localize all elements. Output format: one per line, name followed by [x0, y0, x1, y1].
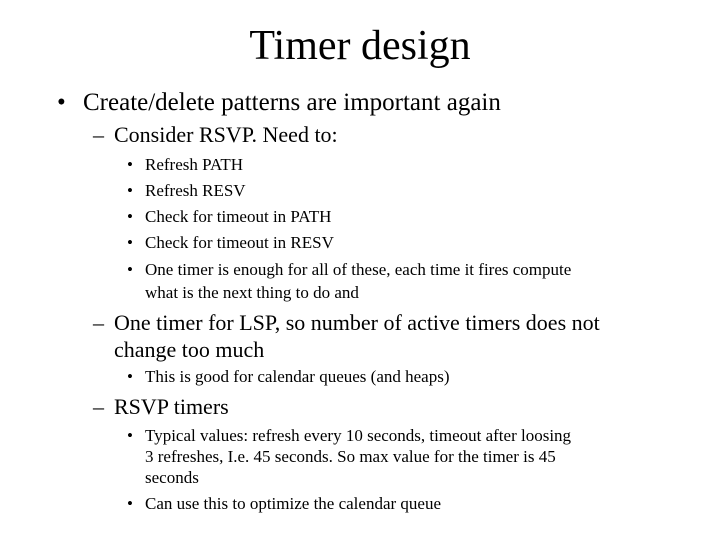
subsubbullet-text: Can use this to optimize the calendar queue	[145, 494, 441, 513]
bullet-marker: •	[127, 181, 133, 200]
bullet-marker: •	[127, 233, 133, 252]
subbullet-text: Consider RSVP. Need to:	[114, 122, 338, 147]
subbullet-text: RSVP timers	[114, 394, 229, 419]
dash-marker: –	[93, 310, 104, 335]
bullet-marker: •	[127, 426, 133, 445]
subsubbullet-text: Refresh RESV	[145, 181, 246, 200]
bullet-marker: •	[127, 155, 133, 174]
dash-marker: –	[93, 122, 104, 147]
slide-title: Timer design	[249, 23, 471, 69]
bullet-marker: •	[127, 367, 133, 386]
bullet-marker: •	[57, 89, 66, 116]
subsubbullet-text: This is good for calendar queues (and heaps)	[145, 367, 450, 386]
subsubbullet-text-line3: seconds	[145, 468, 199, 487]
subsubbullet-text-line1: Typical values: refresh every 10 seconds, timeout after loosing	[145, 426, 572, 445]
subsubbullet-text: Check for timeout in RESV	[145, 233, 334, 252]
subsubbullet-text: Refresh PATH	[145, 155, 244, 174]
bullet-marker: •	[127, 207, 133, 226]
dash-marker: –	[93, 394, 104, 419]
subbullet-text-line1: One timer for LSP, so number of active timers does not	[114, 310, 600, 335]
bullet-text: Create/delete patterns are important again	[83, 89, 501, 116]
subbullet-text-line2: change too much	[114, 337, 265, 362]
subsubbullet-text-line2: what is the next thing to do and	[145, 283, 359, 302]
subsubbullet-text: Check for timeout in PATH	[145, 207, 332, 226]
bullet-marker: •	[127, 494, 133, 513]
bullet-marker: •	[127, 260, 133, 279]
subsubbullet-text-line2: 3 refreshes, I.e. 45 seconds. So max value for the timer is 45	[145, 447, 556, 466]
subsubbullet-text-line1: One timer is enough for all of these, each time it fires compute	[145, 260, 572, 279]
